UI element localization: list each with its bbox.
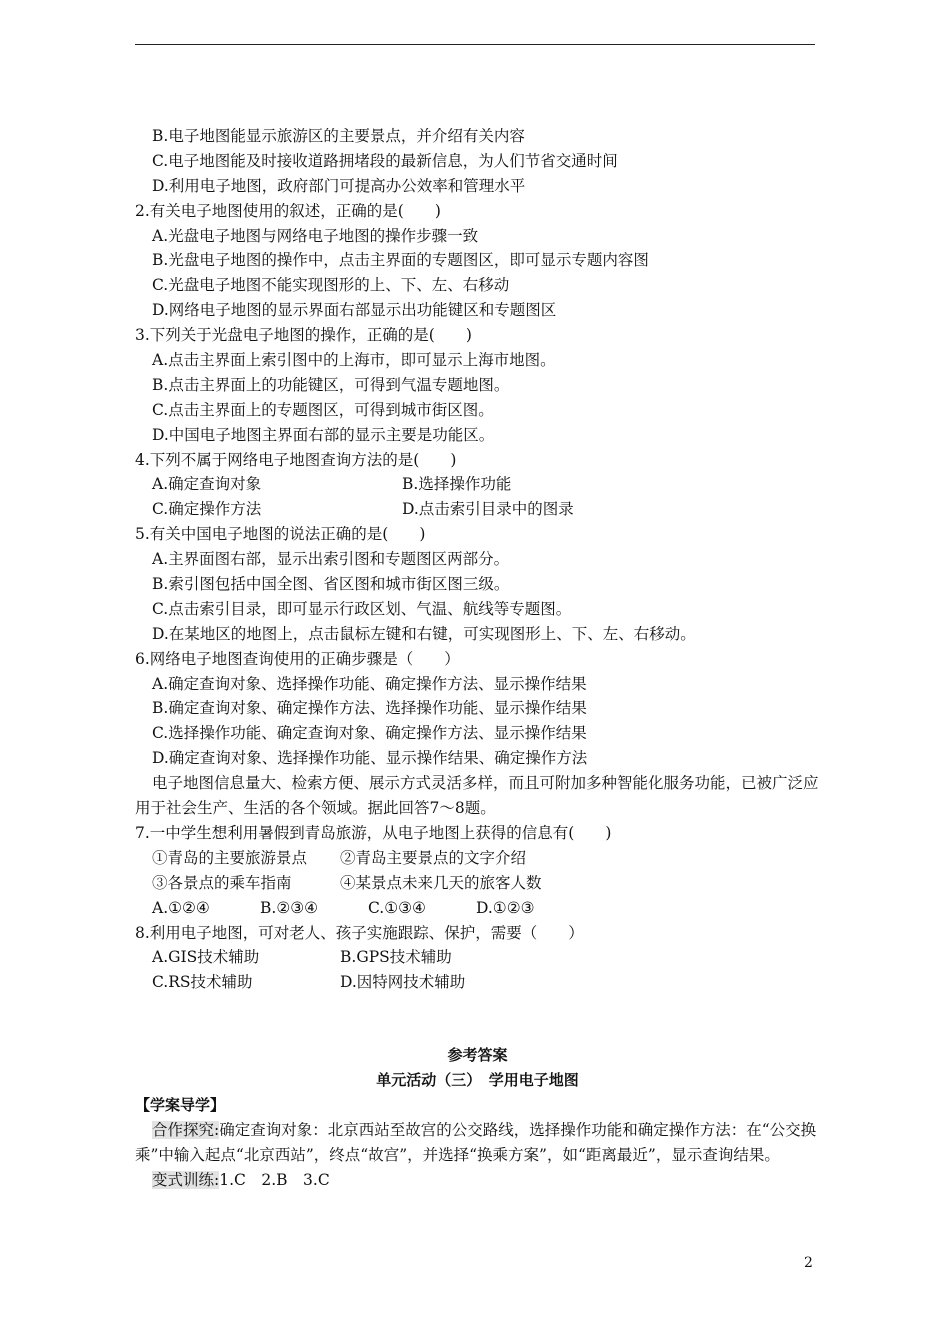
q8-option-c: C.RS技术辅助 bbox=[152, 973, 253, 992]
q7-option-c: C.①③④ bbox=[368, 898, 426, 917]
q1-option-b: B.电子地图能显示旅游区的主要景点，并介绍有关内容 bbox=[152, 127, 525, 145]
q7-item-4: ④某景点未来几天的旅客人数 bbox=[340, 873, 542, 892]
q6-option-b: B.确定查询对象、确定操作方法、选择操作功能、显示操作结果 bbox=[152, 699, 587, 718]
q4-options-row-2 bbox=[135, 497, 820, 522]
q6-option-a: A.确定查询对象、选择操作功能、确定操作方法、显示操作结果 bbox=[152, 674, 587, 693]
q4-option-d: D.点击索引目录中的图录 bbox=[402, 500, 574, 519]
cooperation-label: 合作探究: bbox=[152, 1120, 220, 1139]
q5-option-d: D.在某地区的地图上，点击鼠标左键和右键，可实现图形上、下、左、右移动。 bbox=[152, 624, 696, 643]
spacer bbox=[135, 995, 820, 1043]
q6-stem: 6.网络电子地图查询使用的正确步骤是（ ） bbox=[135, 649, 460, 668]
q4-option-a: A.确定查询对象 bbox=[152, 475, 262, 494]
answer-cooperation bbox=[135, 1118, 820, 1168]
q4-options-row-1 bbox=[135, 472, 820, 497]
q7-options-row bbox=[135, 896, 820, 921]
q1-option-c: C.电子地图能及时接收道路拥堵段的最新信息，为人们节省交通时间 bbox=[152, 151, 618, 170]
page-number: 2 bbox=[804, 1255, 813, 1271]
q3-option-b: B.点击主界面上的功能键区，可得到气温专题地图。 bbox=[152, 375, 510, 394]
q2-option-c: C.光盘电子地图不能实现图形的上、下、左、右移动 bbox=[152, 276, 510, 295]
q2-option-d: D.网络电子地图的显示界面右部显示出功能键区和专题图区 bbox=[152, 301, 557, 320]
q1-option-d: D.利用电子地图，政府部门可提高办公效率和管理水平 bbox=[152, 176, 526, 195]
header-rule bbox=[135, 44, 815, 45]
answer-subtitle: 单元活动（三） 学用电子地图 bbox=[376, 1071, 579, 1090]
q7-option-b: B.②③④ bbox=[260, 898, 319, 917]
q7-option-d: D.①②③ bbox=[476, 898, 535, 917]
q5-option-b: B.索引图包括中国全图、省区图和城市街区图三级。 bbox=[152, 575, 510, 594]
answer-section-heading: 【学案导学】 bbox=[135, 1095, 226, 1114]
q3-option-c: C.点击主界面上的专题图区，可得到城市街区图。 bbox=[152, 400, 494, 419]
drill-text: 1.C 2.B 3.C bbox=[219, 1170, 330, 1189]
q8-option-a: A.GIS技术辅助 bbox=[152, 948, 260, 967]
drill-label: 变式训练: bbox=[152, 1170, 220, 1189]
q4-option-c: C.确定操作方法 bbox=[152, 500, 262, 519]
answer-title: 参考答案 bbox=[447, 1046, 508, 1065]
q7-items-row-2 bbox=[135, 871, 820, 896]
q7-item-2: ②青岛主要景点的文字介绍 bbox=[340, 848, 527, 867]
q2-option-b: B.光盘电子地图的操作中，点击主界面的专题图区，即可显示专题内容图 bbox=[152, 251, 649, 270]
q7-option-a: A.①②④ bbox=[152, 898, 210, 917]
q4-option-b: B.选择操作功能 bbox=[402, 475, 512, 494]
q7-stem: 7.一中学生想利用暑假到青岛旅游，从电子地图上获得的信息有( ) bbox=[135, 823, 612, 842]
q7-item-1: ①青岛的主要旅游景点 bbox=[152, 848, 308, 867]
q8-option-b: B.GPS技术辅助 bbox=[340, 948, 452, 967]
q5-option-c: C.点击索引目录，即可显示行政区划、气温、航线等专题图。 bbox=[152, 599, 572, 618]
q6-option-c: C.选择操作功能、确定查询对象、确定操作方法、显示操作结果 bbox=[152, 724, 587, 743]
q8-option-d: D.因特网技术辅助 bbox=[340, 973, 466, 992]
passage: 电子地图信息量大、检索方便、展示方式灵活多样，而且可附加多种智能化服务功能，已被广泛应用于社会生产、生活的各个领域。据此回答7～8题。 bbox=[135, 774, 819, 818]
q7-items-row-1 bbox=[135, 846, 820, 871]
answer-drill bbox=[135, 1168, 820, 1193]
q2-option-a: A.光盘电子地图与网络电子地图的操作步骤一致 bbox=[152, 226, 479, 245]
q4-stem: 4.下列不属于网络电子地图查询方法的是( ) bbox=[135, 450, 457, 469]
q5-option-a: A.主界面图右部，显示出索引图和专题图区两部分。 bbox=[152, 550, 510, 569]
q6-option-d: D.确定查询对象、选择操作功能、显示操作结果、确定操作方法 bbox=[152, 749, 588, 768]
q8-options-row-1 bbox=[135, 945, 820, 970]
q8-options-row-2 bbox=[135, 970, 820, 995]
q8-stem: 8.利用电子地图，可对老人、孩子实施跟踪、保护，需要（ ） bbox=[135, 923, 584, 942]
q3-option-d: D.中国电子地图主界面右部的显示主要是功能区。 bbox=[152, 425, 495, 444]
document-body bbox=[135, 124, 820, 1193]
q3-stem: 3.下列关于光盘电子地图的操作，正确的是( ) bbox=[135, 326, 472, 345]
cooperation-text: 确定查询对象：北京西站至故宫的公交路线，选择操作功能和确定操作方法：在“公交换乘”中输入起点“北京西站”，终点“故宫”，并选择“换乘方案”，如“距离最近”，显示查询结果。 bbox=[135, 1120, 817, 1164]
q3-option-a: A.点击主界面上索引图中的上海市，即可显示上海市地图。 bbox=[152, 351, 556, 370]
q2-stem: 2.有关电子地图使用的叙述，正确的是( ) bbox=[135, 201, 441, 220]
q7-item-3: ③各景点的乘车指南 bbox=[152, 873, 292, 892]
q5-stem: 5.有关中国电子地图的说法正确的是( ) bbox=[135, 525, 426, 544]
